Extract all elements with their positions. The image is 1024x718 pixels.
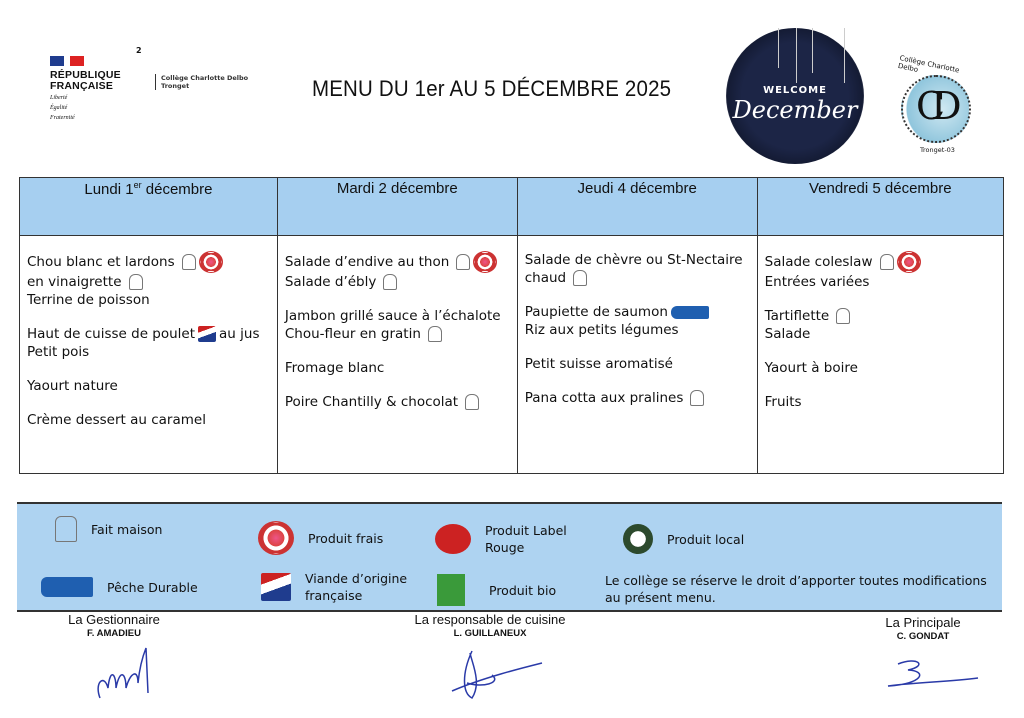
page-title: MENU DU 1er AU 5 DÉCEMBRE 2025 — [312, 76, 672, 101]
menu-item-text: Jambon grillé sauce à l’échalote — [284, 308, 501, 324]
menu-course — [27, 411, 277, 429]
menu-item — [525, 269, 757, 287]
day-menu-cell — [277, 236, 517, 474]
day-sup: er — [133, 180, 142, 190]
logo-bottom-text: Tronget-03 — [920, 146, 955, 154]
legend-note: Le collège se réserve le droit d’apporter toutes modifications au présent menu. — [605, 573, 987, 605]
menu-course — [285, 307, 517, 343]
menu-item — [525, 303, 757, 321]
day-header — [277, 178, 517, 236]
menu-item — [285, 359, 517, 377]
produit-frais-icon — [258, 521, 294, 555]
legend-peche-durable: Pêche Durable — [107, 579, 198, 595]
menu-course — [525, 355, 757, 373]
menu-item — [285, 325, 517, 343]
chef-hat-icon — [129, 274, 143, 290]
menu-item-text: en vinaigrette — [27, 274, 122, 290]
menu-item-text: Salade coleslaw — [764, 254, 873, 270]
college-name — [155, 74, 248, 90]
motto-3: Fraternité — [50, 115, 75, 121]
day-label-rest: décembre — [141, 181, 213, 198]
banner-month: December — [732, 96, 858, 124]
menu-item-text: Haut de cuisse de poulet — [27, 326, 196, 342]
handwritten-signature — [64, 643, 164, 701]
peche-durable-icon — [41, 577, 93, 597]
menu-item — [27, 343, 277, 361]
day-label: Lundi 1 — [84, 181, 134, 198]
menu-course — [765, 393, 1003, 411]
chef-hat-icon — [690, 390, 704, 406]
viande-francaise-icon — [261, 573, 291, 601]
motto-2: Égalité — [50, 105, 68, 111]
chef-hat-icon — [383, 274, 397, 290]
menu-item-text: Yaourt à boire — [764, 360, 858, 376]
produit-frais-icon — [897, 251, 921, 273]
viande-francaise-icon — [198, 326, 216, 342]
logo-top-text: Collège Charlotte Delbo — [897, 54, 961, 75]
menu-course — [525, 389, 757, 407]
signature-gestionnaire — [64, 612, 164, 701]
day-header — [517, 178, 757, 236]
flag-icon — [50, 56, 121, 66]
menu-course — [27, 251, 277, 309]
menu-item — [525, 321, 757, 339]
signature-role: La Gestionnaire — [68, 612, 160, 627]
day-label: Vendredi 5 décembre — [809, 180, 952, 197]
chef-hat-icon — [456, 254, 470, 270]
menu-course — [285, 359, 517, 377]
legend-viande: Viande d’origine française — [305, 571, 408, 603]
menu-item-text: Chou blanc et lardons — [27, 254, 175, 270]
logo-monogram: CD — [916, 84, 948, 128]
college-logo — [896, 54, 976, 154]
legend-produit-frais: Produit frais — [308, 530, 384, 546]
day-label: Mardi 2 décembre — [336, 180, 458, 197]
menu-item — [27, 291, 277, 309]
menu-item — [285, 307, 517, 325]
chef-hat-icon — [880, 254, 894, 270]
legend-bio: Produit bio — [489, 582, 557, 598]
menu-item — [765, 307, 1003, 325]
menu-item — [285, 273, 517, 291]
republique-francaise-logo — [50, 56, 121, 122]
college-line-2: Tronget — [161, 82, 190, 90]
day-menu-cell — [20, 236, 278, 474]
day-label: Jeudi 4 décembre — [577, 180, 697, 197]
motto-1: Liberté — [50, 95, 68, 101]
menu-item-text: Paupiette de saumon — [524, 304, 668, 320]
menu-item-text: Yaourt nature — [27, 378, 118, 394]
menu-table — [19, 177, 1004, 474]
menu-item — [27, 251, 277, 273]
day-header — [757, 178, 1003, 236]
handwritten-signature — [412, 643, 568, 701]
chef-hat-icon — [573, 270, 587, 286]
menu-item — [765, 273, 1003, 291]
menu-item-text: Pana cotta aux pralines — [524, 390, 684, 406]
menu-course — [525, 251, 757, 287]
menu-course — [765, 359, 1003, 377]
welcome-december-banner — [726, 28, 864, 164]
menu-item — [27, 325, 277, 343]
college-line-1: Collège Charlotte Delbo — [161, 74, 249, 82]
legend-fait-maison: Fait maison — [91, 521, 163, 537]
chef-hat-icon — [428, 326, 442, 342]
signature-principale — [858, 615, 988, 696]
menu-item — [525, 355, 757, 373]
chef-hat-icon — [55, 516, 77, 542]
menu-item-text: Riz aux petits légumes — [524, 322, 679, 338]
menu-item-suffix: au jus — [219, 326, 260, 342]
menu-item-text: Salade d’endive au thon — [284, 254, 450, 270]
banner-welcome: WELCOME — [763, 85, 827, 96]
bio-icon — [437, 574, 465, 606]
menu-item-text: Fromage blanc — [284, 360, 385, 376]
menu-item — [765, 359, 1003, 377]
chef-hat-icon — [182, 254, 196, 270]
menu-course — [285, 393, 517, 411]
menu-item — [525, 251, 757, 269]
day-header — [20, 178, 278, 236]
menu-item — [525, 389, 757, 407]
menu-item-text: Poire Chantilly & chocolat — [284, 394, 459, 410]
signature-name: F. AMADIEU — [86, 628, 141, 639]
menu-item-text: Salade de chèvre ou St-Nectaire — [524, 252, 743, 268]
menu-item — [765, 393, 1003, 411]
signature-name: L. GUILLANEUX — [453, 628, 527, 639]
menu-item-text: Terrine de poisson — [27, 292, 150, 308]
menu-course — [525, 303, 757, 339]
menu-item-text: Tartiflette — [764, 308, 830, 324]
handwritten-signature — [858, 646, 988, 696]
menu-item — [27, 411, 277, 429]
signature-cuisine — [412, 612, 568, 701]
menu-item-text: Chou-fleur en gratin — [284, 326, 421, 342]
menu-item-text: Entrées variées — [764, 274, 870, 290]
menu-item — [27, 377, 277, 395]
menu-course — [27, 325, 277, 361]
signature-name: C. GONDAT — [896, 631, 950, 642]
chef-hat-icon — [836, 308, 850, 324]
chef-hat-icon — [465, 394, 479, 410]
signature-role: La Principale — [885, 615, 961, 630]
menu-item-text: Salade — [764, 326, 811, 342]
menu-item-text: Crème dessert au caramel — [27, 412, 206, 428]
peche-durable-icon — [671, 306, 709, 319]
menu-course — [27, 377, 277, 395]
menu-item-text: Salade d’ébly — [284, 274, 377, 290]
menu-item — [285, 393, 517, 411]
label-rouge-icon — [435, 524, 471, 554]
legend-produit-local: Produit local — [667, 531, 745, 547]
menu-item-text: Petit suisse aromatisé — [524, 356, 673, 372]
menu-item-text: Fruits — [764, 394, 802, 410]
menu-item-text: Petit pois — [27, 344, 90, 360]
republique-line-1: RÉPUBLIQUE — [50, 69, 121, 81]
produit-local-icon — [623, 524, 653, 554]
menu-course — [765, 307, 1003, 343]
menu-item — [27, 273, 277, 291]
day-menu-cell — [517, 236, 757, 474]
menu-item — [765, 251, 1003, 273]
signature-role: La responsable de cuisine — [414, 612, 566, 627]
menu-item-text: chaud — [524, 270, 567, 286]
menu-item — [765, 325, 1003, 343]
republique-line-2: FRANÇAISE — [50, 80, 114, 92]
produit-frais-icon — [473, 251, 497, 273]
menu-course — [285, 251, 517, 291]
produit-frais-icon — [199, 251, 223, 273]
legend-box — [17, 502, 1002, 612]
menu-course — [765, 251, 1003, 291]
page-number: 2 — [136, 46, 142, 55]
day-menu-cell — [757, 236, 1003, 474]
legend-label-rouge: Produit Label Rouge — [485, 523, 567, 555]
menu-item — [285, 251, 517, 273]
